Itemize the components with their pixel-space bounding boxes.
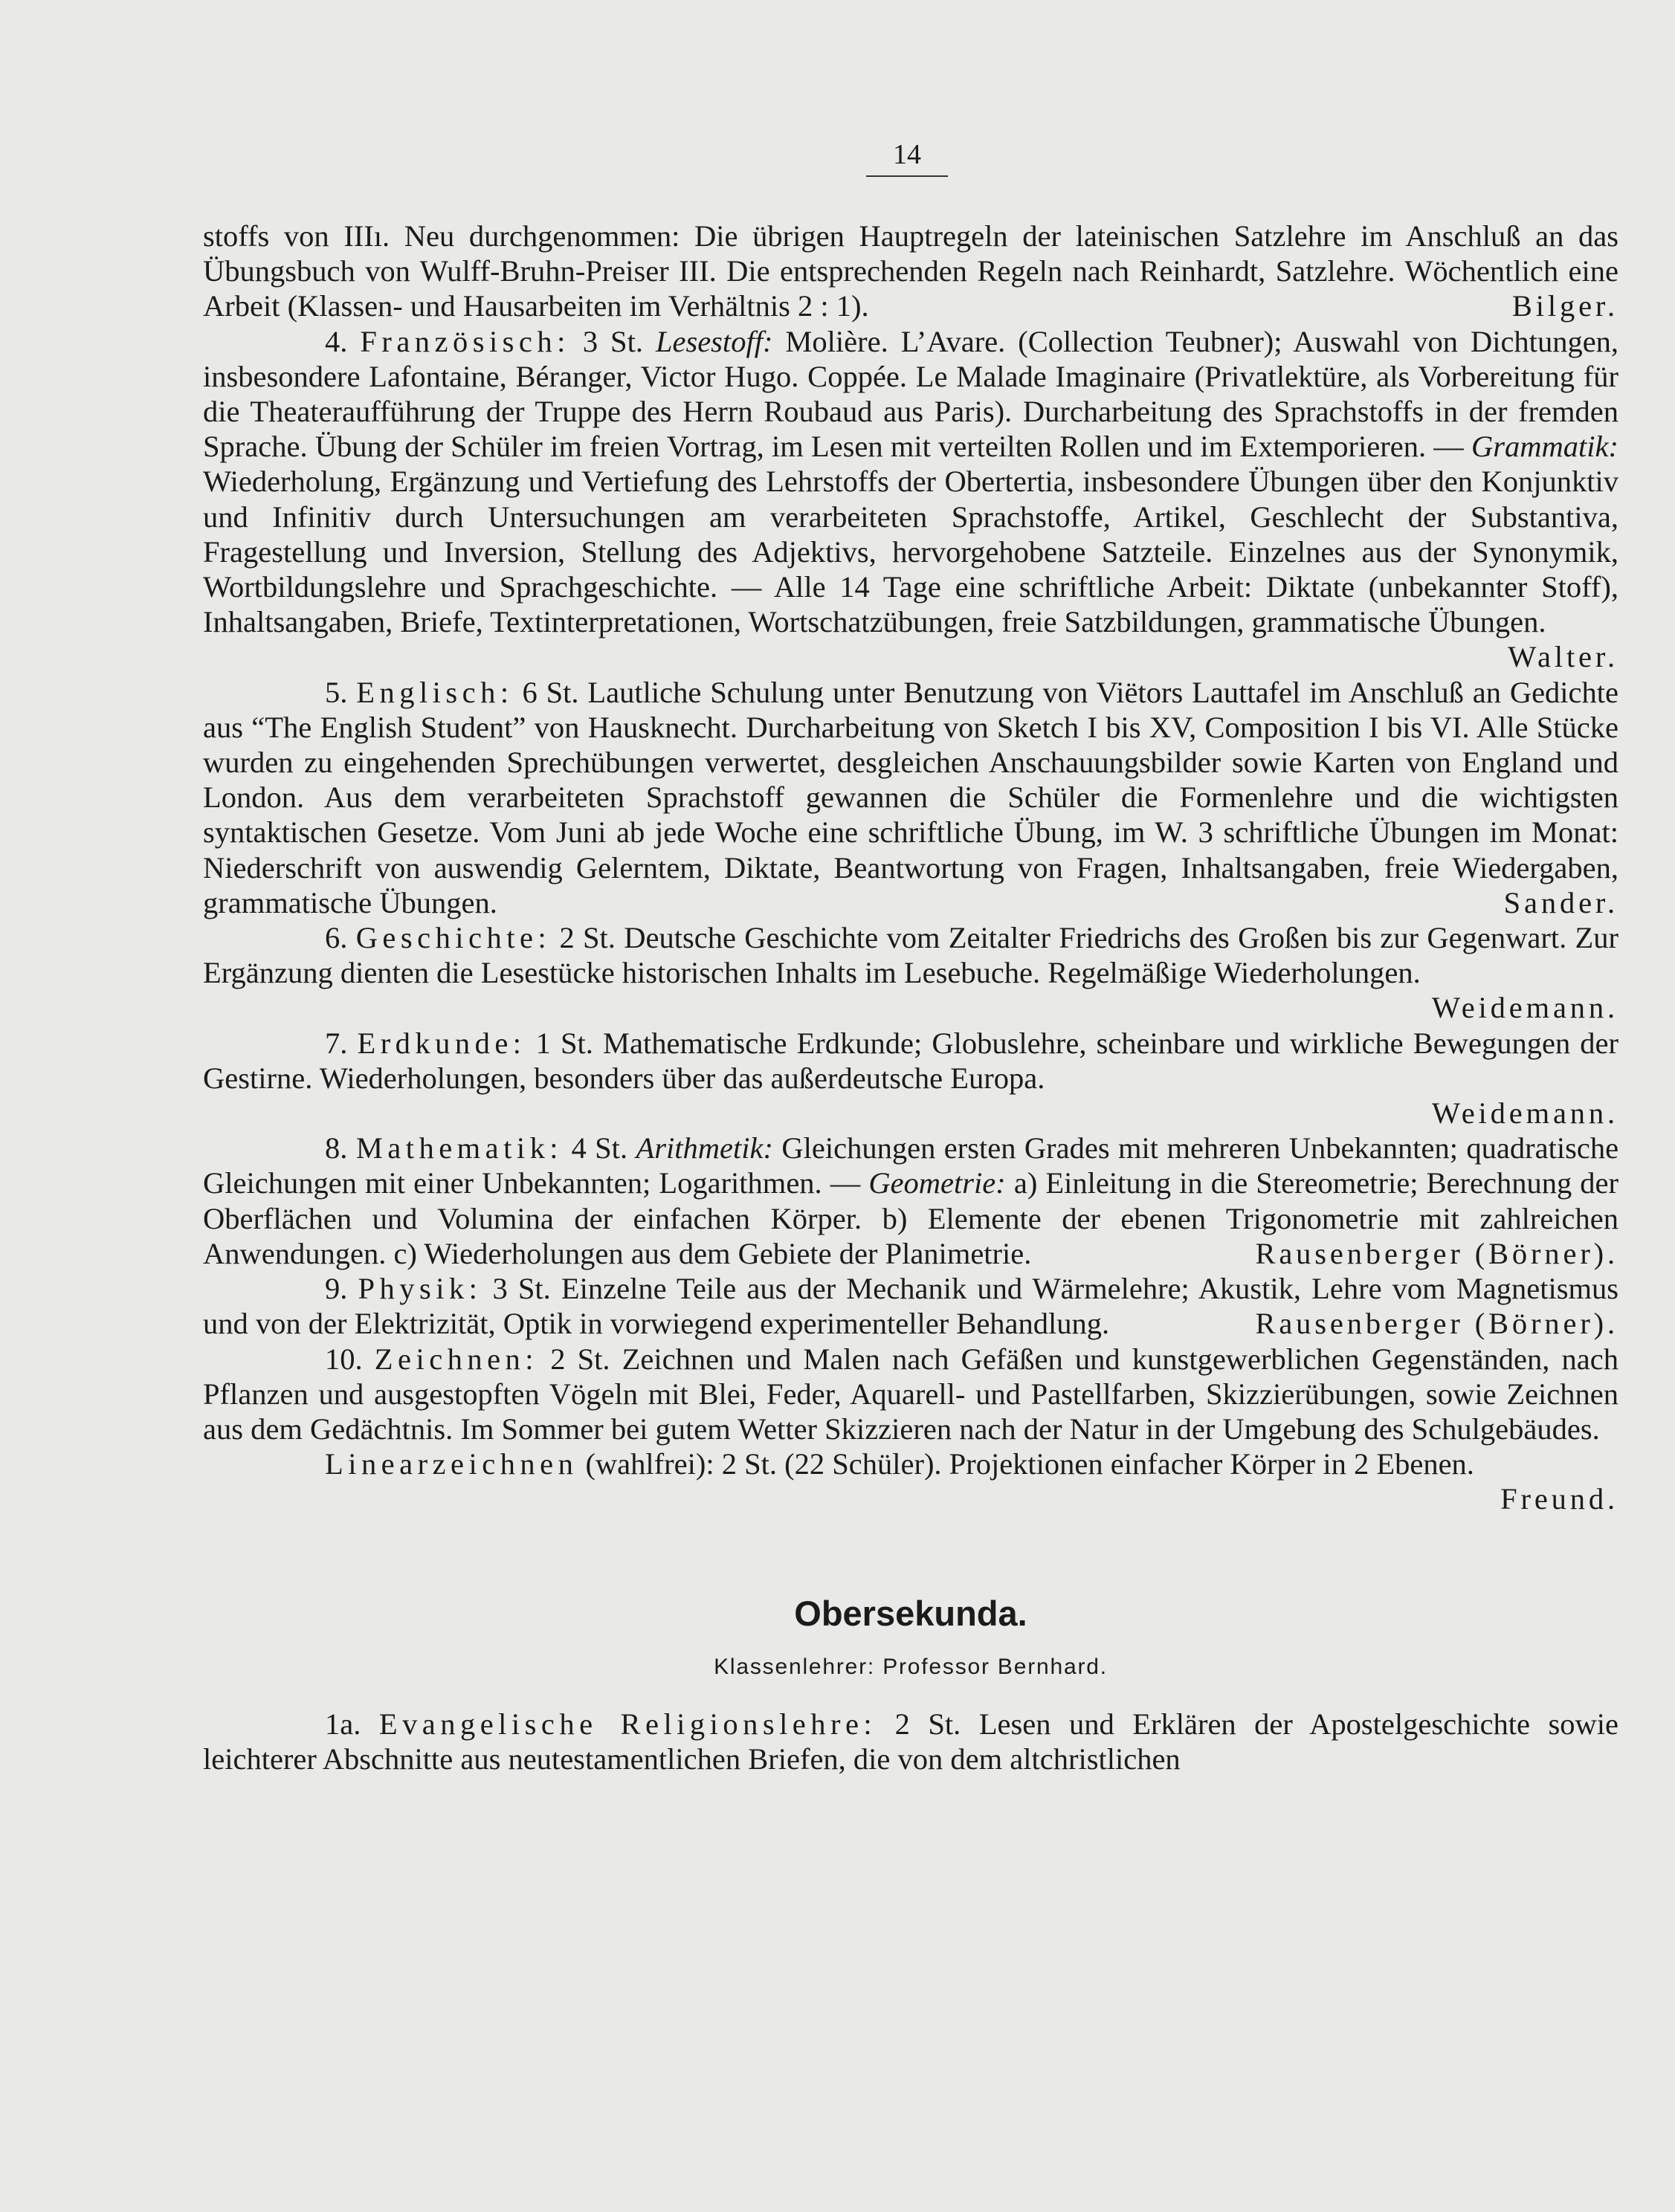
teacher-signature: Bilger. — [1511, 289, 1618, 323]
subject-name: Evangelische Religionslehre: — [378, 1707, 877, 1741]
subject-name: Erdkunde: — [357, 1026, 526, 1060]
paragraph-text: Einzelne Teile aus der Mechanik und Wärmelehre; Akustik, Lehre vom Magnetismus und von der Elektrizität, Optik in vorwiegend experimenteller Behandlung. — [203, 1272, 1619, 1341]
paragraph-text: stoffs von IIIı. Neu durchgenommen: Die übrigen Hauptregeln der lateinischen Satzlehre im Anschluß an das Übungsbuch von Wulff-Bruhn-Preiser III. Die entsprechenden Regeln nach Reinhardt, Satzlehre. Wöchentlich eine Arbeit (Klassen- und Hausarbeiten im Verhältnis 2 : 1). — [203, 219, 1618, 323]
hours: 6 St. — [522, 675, 579, 709]
hours: 2 St. — [894, 1707, 961, 1741]
hours: 2 St. — [559, 921, 616, 955]
hours: 2 St. — [550, 1342, 610, 1376]
paragraph-religion — [203, 1707, 1618, 1776]
subject-name: Englisch: — [356, 675, 514, 709]
paragraph-text: Deutsche Geschichte vom Zeitalter Friedrichs des Großen bis zur Gegenwart. Zur Ergänzung dienten die Lesestücke historischen Inhalts im Lesebuche. Regelmäßige Wiederholungen. — [203, 921, 1619, 990]
paragraph-text: Mathematische Erdkunde; Globuslehre, scheinbare und wirkliche Bewegungen der Gestirne. Wiederholungen, besonders über das außerdeutsche Europa. — [203, 1026, 1619, 1095]
paragraph-text: a) Einleitung in die Stereometrie; Berechnung der Oberflächen und Volumina der einfachen Körper. b) Elemente der ebenen Trigonometrie mit zahlreichen Anwendungen. c) Wiederholungen aus dem Gebiete der Planimetrie. — [203, 1166, 1619, 1270]
item-number: 6. — [325, 921, 348, 955]
section-label: Arithmetik: — [636, 1131, 773, 1165]
paragraph-text: Zeichnen und Malen nach Gefäßen und kunstgewerblichen Gegenständen, nach Pflanzen und ausgestopften Vögeln mit Blei, Feder, Aquarell- und Pastellfarben, Skizzierübungen, sowie Zeichnen aus dem Gedächtnis. Im Sommer bei gutem Wetter Skizzieren nach der Natur in der Umgebung des Schulgebäudes. — [203, 1342, 1619, 1446]
subject-name: Physik: — [358, 1272, 483, 1306]
teacher-signature: Rausenberger (Börner). — [1255, 1307, 1618, 1341]
item-number: 4. — [325, 324, 348, 358]
document-body — [203, 219, 1618, 1776]
paragraph-text: Lautliche Schulung unter Benutzung von Viëtors Lauttafel im Anschluß an Gedichte aus “The English Student” von Hausknecht. Durcharbeitung von Sketch I bis XV, Composition I bis VI. Alle Stücke wurden zu eingehenden Sprechübungen verwertet, desgleichen Anschauungsbilder sowie Karten von England und London. Aus dem verarbeiteten Sprachstoff gewannen die Schüler die Formenlehre und die wichtigsten syntaktischen Gesetze. Vom Juni ab jede Woche eine schriftliche Übung, im W. 3 schriftliche Übungen im Monat: Niederschrift von auswendig Gelerntem, Diktate, Beantwortung von Fragen, Inhaltsangaben, freie Wiedergaben, grammatische Übungen. — [203, 675, 1619, 919]
teacher-signature: Freund. — [1500, 1482, 1618, 1516]
paragraph-physics — [203, 1271, 1618, 1341]
item-number: 1a. — [325, 1707, 361, 1741]
paragraph-mathematics — [203, 1131, 1618, 1271]
paragraph-drawing — [203, 1342, 1618, 1447]
item-number: 9. — [325, 1272, 348, 1306]
subject-name: Mathematik: — [355, 1131, 564, 1165]
hours: 4 St. — [571, 1131, 628, 1165]
subject-name: Französisch: — [360, 324, 570, 358]
section-label: Lesestoff: — [655, 324, 773, 358]
teacher-signature: Weidemann. — [1431, 1096, 1618, 1131]
paragraph-latin-continued — [203, 219, 1618, 324]
paragraph-geography — [203, 1026, 1618, 1096]
teacher-signature: Rausenberger (Börner). — [1255, 1236, 1618, 1270]
page-number: 14 — [866, 138, 948, 177]
subject-name: Zeichnen: — [374, 1342, 539, 1376]
subject-name: Geschichte: — [355, 921, 552, 955]
item-number: 10. — [325, 1342, 363, 1376]
subject-name: Linearzeichnen — [325, 1447, 578, 1481]
teacher-signature: Sander. — [1503, 885, 1618, 919]
class-teacher-line: Klassenlehrer: Professor Bernhard. — [714, 1654, 1108, 1679]
paragraph-english — [203, 675, 1618, 920]
paragraph-text: Gleichungen ersten Grades mit mehreren Unbekannten; quadratische Gleichungen mit einer Unbekannten; Logarithmen. — — [203, 1131, 1619, 1200]
item-number: 8. — [325, 1131, 348, 1165]
item-number: 7. — [325, 1026, 348, 1060]
teacher-signature: Walter. — [1508, 640, 1618, 674]
item-number: 5. — [325, 675, 348, 709]
paragraph-history — [203, 920, 1619, 1025]
paragraph-french — [203, 324, 1619, 674]
paragraph-text: Molière. L’Avare. (Collection Teubner); Auswahl von Dichtungen, insbesondere Lafontaine, Béranger, Victor Hugo. Coppée. Le Malade Imaginaire (Privatlektüre, als Vorbereitung für die Theateraufführung der Truppe des Herrn Roubaud aus Paris). Durcharbeitung des Sprachstoffs in der fremden Sprache. Übung der Schüler im freien Vortrag, im Lesen mit verteilten Rollen und im Extemporieren. — — [203, 324, 1619, 464]
hours: 3 St. — [582, 324, 643, 358]
paragraph-linear-drawing — [203, 1446, 1618, 1516]
hours: 3 St. — [492, 1272, 551, 1306]
section-title: Obersekunda. — [794, 1593, 1027, 1633]
paragraph-text: (wahlfrei): 2 St. (22 Schüler). Projektionen einfacher Körper in 2 Ebenen. — [585, 1447, 1474, 1481]
paragraph-text: Wiederholung, Ergänzung und Vertiefung des Lehrstoffs der Obertertia, insbesondere Übungen über den Konjunktiv und Infinitiv durch Untersuchungen am verarbeiteten Sprachstoffe, Artikel, Geschlecht der Substantiva, Fragestellung und Inversion, Stellung des Adjektivs, hervorgehobene Satzteile. Einzelnes aus der Synonymik, Wortbildungslehre und Sprachgeschichte. — Alle 14 Tage eine schriftliche Arbeit: Diktate (unbekannter Stoff), Inhaltsangaben, Briefe, Textinterpretationen, Wortschatzübungen, freie Satzbildungen, grammatische Übungen. — [203, 465, 1618, 639]
paragraph-text: Lesen und Erklären der Apostelgeschichte sowie leichterer Abschnitte aus neutestamentlichen Briefen, die von dem altchristlichen — [203, 1707, 1619, 1776]
section-label: Grammatik: — [1471, 430, 1619, 464]
hours: 1 St. — [535, 1026, 593, 1060]
teacher-signature: Weidemann. — [1431, 991, 1618, 1025]
section-label: Geometrie: — [868, 1166, 1006, 1200]
